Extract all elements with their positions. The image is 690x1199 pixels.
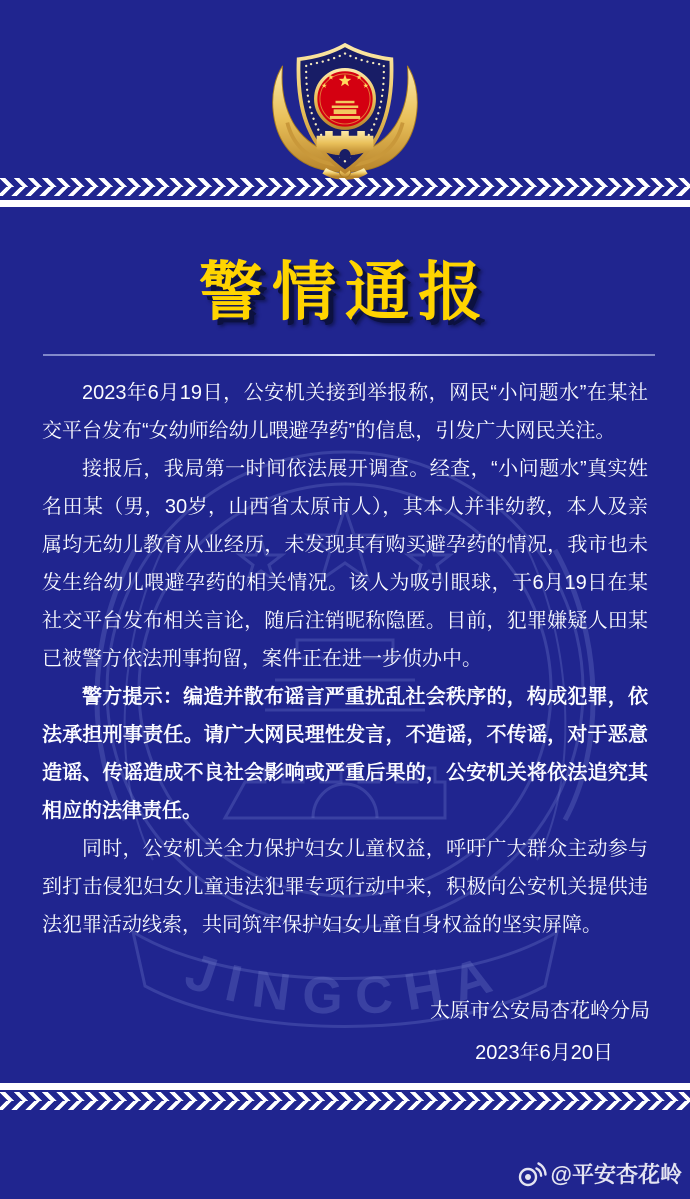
chevron-strip-bottom (0, 1092, 690, 1110)
police-emblem-icon (249, 28, 441, 184)
signature-date: 2023年6月20日 (475, 1042, 613, 1064)
paragraph-4: 同时，公安机关全力保护妇女儿童权益，呼吁广大群众主动参与到打击侵犯妇女儿童违法犯罪专项行动中来，积极向公安机关提供违法犯罪活动线索，共同筑牢保护妇女儿童自身权益的坚实屏障。 (42, 838, 648, 936)
signature-bureau: 太原市公安局杏花岭分局 (430, 1000, 650, 1022)
paragraph-1: 2023年6月19日，公安机关接到举报称，网民“小问题水”在某社交平台发布“女幼师给幼儿喂避孕药”的信息，引发广大网民关注。 (42, 382, 648, 442)
page-title: 警情通报 (199, 256, 491, 328)
paragraph-3-police-reminder: 警方提示：编造并散布谣言严重扰乱社会秩序的，构成犯罪，依法承担刑事责任。请广大网民理性发言，不造谣，不传谣，对于恶意造谣、传谣造成不良社会影响或严重后果的，公安机关将依法追究其相应的法律责任。 (42, 686, 648, 822)
paragraph-2: 接报后，我局第一时间依法展开调查。经查，“小问题水”真实姓名田某（男，30岁，山西省太原市人），其本人并非幼教，本人及亲属均无幼儿教育从业经历，未发现其有购买避孕药的情况，我市也未发生给幼儿喂避孕药的相关情况。该人为吸引眼球，于6月19日在某社交平台发布相关言论，随后注销昵称隐匿。目前，犯罪嫌疑人田某已被警方依法刑事拘留，案件正在进一步侦办中。 (42, 458, 648, 670)
weibo-watermark (517, 1158, 682, 1189)
white-bar-bottom (0, 1083, 690, 1090)
signature-block (42, 996, 650, 1068)
title-divider (43, 354, 655, 356)
white-bar-top (0, 200, 690, 207)
chevron-strip-top (0, 178, 690, 196)
weibo-handle: @平安杏花岭 (550, 1162, 682, 1187)
watermark-banner-text: JINGCHA (178, 942, 512, 1027)
notice-body (42, 374, 648, 944)
weibo-icon (517, 1160, 547, 1188)
